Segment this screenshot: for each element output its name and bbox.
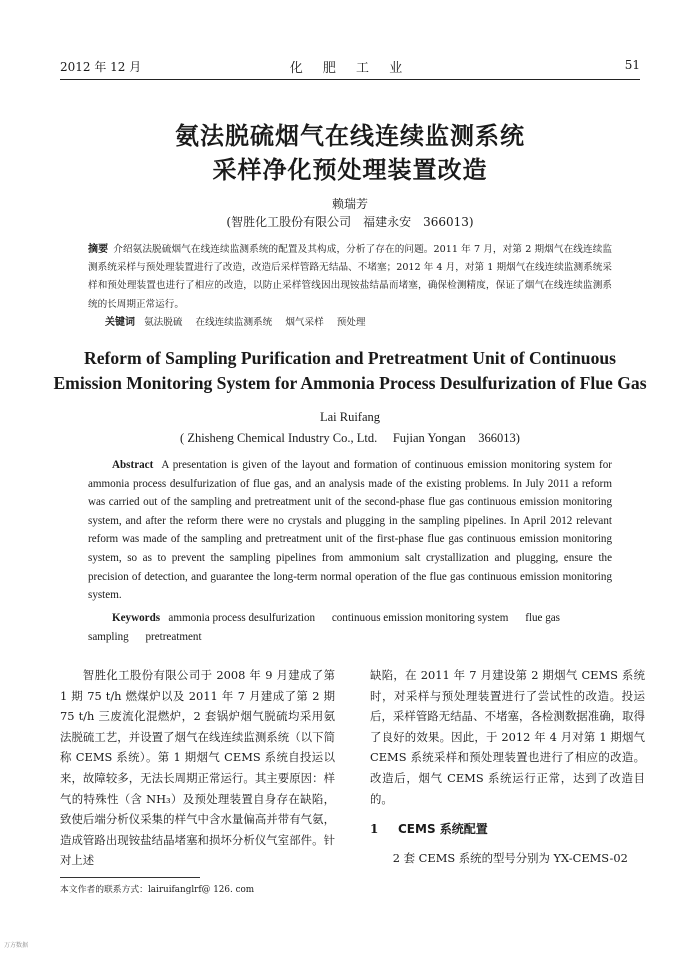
abstract-cn	[88, 241, 612, 314]
keywords-cn-label: 关键词	[105, 317, 135, 328]
body-column-left	[60, 665, 335, 871]
keyword-en: pretreatment	[145, 630, 202, 643]
keywords-en	[88, 609, 612, 646]
title-cn-line1: 氨法脱硫烟气在线连续监测系统	[175, 122, 525, 150]
section-title: CEMS 系统配置	[398, 822, 488, 837]
body-column-right	[370, 665, 645, 868]
keyword-en: sampling	[88, 630, 129, 643]
footnote-rule	[60, 877, 200, 878]
keyword-en: flue gas	[525, 612, 560, 624]
abstract-en	[88, 456, 612, 605]
section-heading	[370, 819, 645, 840]
header-rule	[60, 79, 640, 80]
keyword-en: continuous emission monitoring system	[331, 612, 509, 624]
author-en: Lai Ruifang	[319, 410, 381, 424]
keyword-cn: 氨法脱硫	[144, 317, 183, 328]
corner-watermark: 万方数据	[4, 942, 29, 949]
footnote: 本文作者的联系方式：lairuifanglrf@ 126. com	[60, 885, 255, 895]
issue-date: 2012 年 12 月	[60, 60, 142, 74]
keyword-cn: 预处理	[336, 317, 366, 328]
running-header	[60, 58, 640, 76]
title-en-line2: Emission Monitoring System for Ammonia Process Desulfurization of Flue Gas	[53, 373, 647, 393]
title-cn-line2: 采样净化预处理装置改造	[212, 156, 488, 184]
journal-name: 化 肥 工 业	[289, 61, 411, 76]
abstract-en-label: Abstract	[112, 459, 154, 471]
body-paragraph: 2 套 CEMS 系统的型号分别为 YX-CEMS-02	[392, 850, 628, 865]
affiliation-en: ( Zhisheng Chemical Industry Co., Ltd. Fujian Yongan 366013)	[180, 431, 520, 445]
section-number: 1	[370, 822, 379, 837]
abstract-cn-label: 摘要	[88, 244, 109, 255]
author-cn: 赖瑞芳	[331, 197, 368, 211]
page-number: 51	[624, 58, 640, 72]
title-en-line1: Reform of Sampling Purification and Pretreatment Unit of Continuous	[83, 348, 617, 368]
affiliation-cn: (智胜化工股份有限公司 福建永安 366013)	[226, 215, 474, 229]
keyword-cn: 在线连续监测系统	[195, 317, 273, 328]
keywords-en-label: Keywords	[112, 612, 161, 624]
keyword-en: ammonia process desulfurization	[168, 612, 316, 624]
body-paragraph: 缺陷，在 2011 年 7 月建设第 2 期烟气 CEMS 系统时，对采样与预处理装置进行了尝试性的改造。投运后，采样管路无结晶、不堵塞，各检测数据准确，取得了良好的效果。因此，于 2012 年 4 月对第 1 期烟气 CEMS 系统采样和预处理装置也进行了相应的改造。改造后，烟气 CEMS 系统运行正常，达到了改造目的。	[370, 668, 645, 806]
body-paragraph: 智胜化工股份有限公司于 2008 年 9 月建成了第 1 期 75 t/h 燃煤炉以及 2011 年 7 月建成了第 2 期 75 t/h 三废流化混燃炉，2 套锅炉烟气脱硫均采用氨法脱硫工艺，并设置了烟气在线连续监测系统（以下简称 CEMS 系统）。第 1 期烟气 CEMS 系统自投运以来，故障较多，无法长周期正常运行。其主要原因：样气的特殊性（含 NH₃）及预处理装置自身存在缺陷，致使后端分析仪采集的样气中含水量偏高并带有气氨，造成管路出现铵盐结晶堵塞和损坏分析仪气室部件。针对上述	[60, 668, 335, 868]
abstract-cn-text: 介绍氨法脱硫烟气在线连续监测系统的配置及其构成，分析了存在的问题。2011 年 7 月，对第 2 期烟气在线连续监测系统采样与预处理装置进行了改造，改造后采样管路无结晶、不堵塞；2012 年 4 月，对第 1 期烟气在线连续监测系统采样和预处理装置也进行了相应的改造，以防止采样管线因出现铵盐结晶而堵塞，确保检测精度，保证了烟气在线连续监测系统的长周期正常运行。	[88, 244, 613, 310]
keywords-cn	[105, 313, 612, 328]
keyword-cn: 烟气采样	[285, 317, 324, 328]
abstract-en-text: A presentation is given of the layout and formation of continuous emission monitoring system for ammonia process desulfurization of flue gas, and an analysis made of the existing problems. In July 2011 a reform was carried out of the sampling and pretreatment unit of the second-phase flue gas continuous emission monitoring system, and after the reform there were no crystals and plugging in the sampling pipelines. In April 2012 relevant reform was made of the sampling and pretreatment unit of the first-phase flue gas continuous emission monitoring system, so as to prevent the sampling pipelines from ammonium salt crystallization and plugging, ensure the precision of detection, and guarantee the long-term normal operation of the flue gas continuous emission monitoring system.	[88, 459, 612, 602]
